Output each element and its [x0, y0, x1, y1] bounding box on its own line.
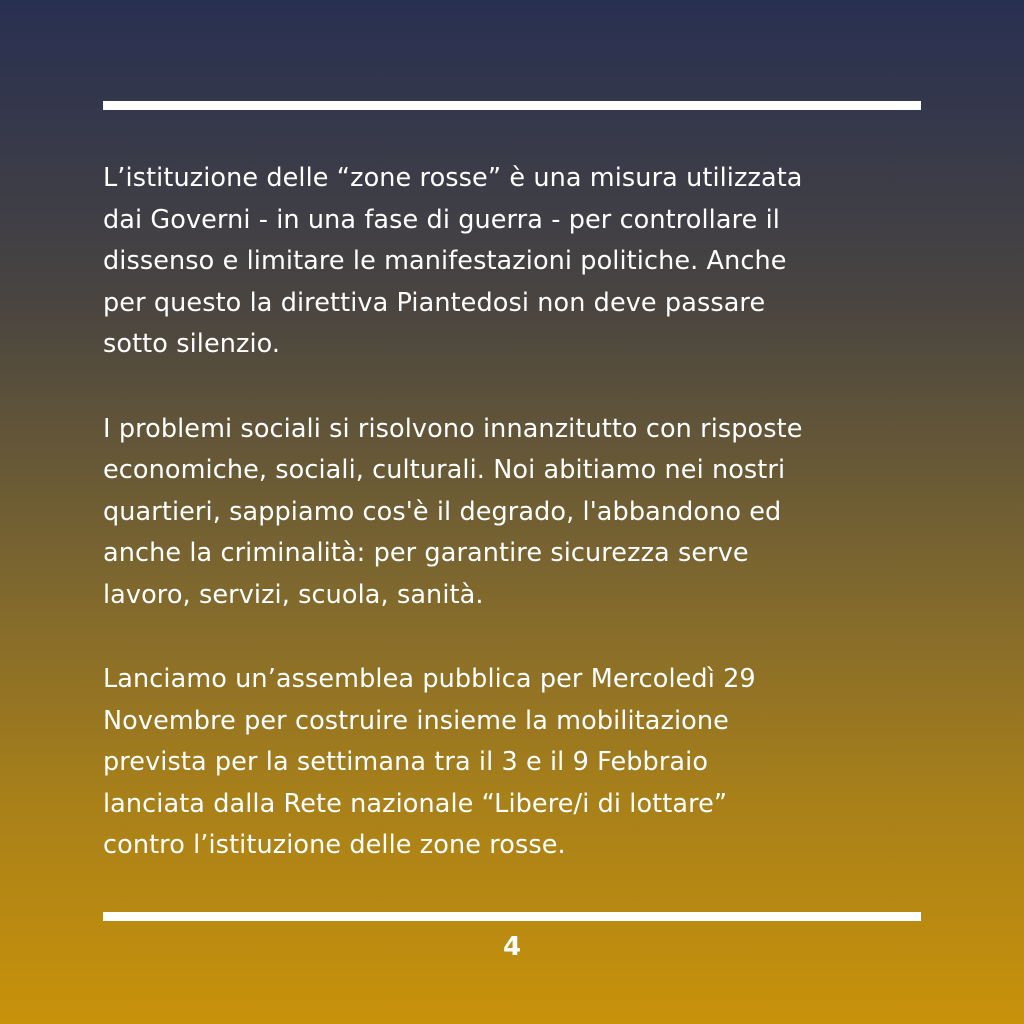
text-line: lanciata dalla Rete nazionale “Libere/i di lottare” [103, 788, 728, 819]
text-line: contro l’istituzione delle zone rosse. [103, 830, 566, 860]
text-line: anche la criminalità: per garantire sicurezza serve [103, 538, 749, 568]
paragraph-3 [103, 659, 933, 867]
text-line: economiche, sociali, culturali. Noi abitiamo nei nostri [103, 455, 786, 485]
text-line: lavoro, servizi, scuola, sanità. [103, 579, 484, 610]
text-line: Novembre per costruire insieme la mobilitazione [103, 705, 729, 736]
text-line: per questo la direttiva Piantedosi non deve passare [103, 287, 766, 318]
page-number: 4 [502, 932, 522, 962]
text-line: prevista per la settimana tra il 3 e il 9 Febbraio [103, 747, 709, 777]
top-divider [103, 101, 921, 110]
paragraph-2 [103, 409, 933, 617]
text-line: Lanciamo un’assemblea pubblica per Mercoledì 29 [103, 664, 756, 694]
body-text [103, 158, 933, 910]
text-line: dai Governi - in una fase di guerra - per controllare il [103, 204, 780, 235]
text-line: dissenso e limitare le manifestazioni politiche. Anche [103, 246, 787, 276]
text-line: L’istituzione delle “zone rosse” è una misura utilizzata [103, 163, 803, 193]
text-line: quartieri, sappiamo cos'è il degrado, l'abbandono ed [103, 496, 782, 527]
bottom-divider [103, 912, 921, 921]
paragraph-1 [103, 158, 933, 366]
text-line: I problemi sociali si risolvono innanzitutto con risposte [103, 413, 803, 444]
text-line: sotto silenzio. [103, 329, 281, 359]
